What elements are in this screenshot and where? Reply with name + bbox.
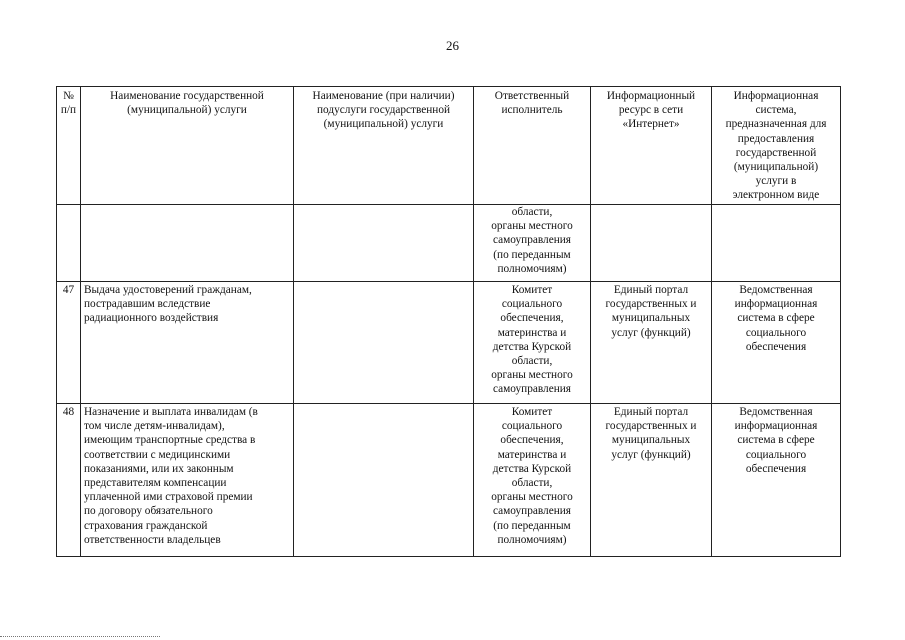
header-executor: Ответственный исполнитель <box>474 87 591 205</box>
cell-subservice <box>294 404 474 557</box>
cell-system <box>712 205 841 282</box>
table-header-row <box>57 87 841 205</box>
header-system: Информационная система, предназначенная для предоставления государственной (муниципальной) услуги в электронном виде <box>712 87 841 205</box>
header-num: № п/п <box>57 87 81 205</box>
cell-num <box>57 205 81 282</box>
header-service: Наименование государственной (муниципальной) услуги <box>81 87 294 205</box>
cell-executor: Комитет социального обеспечения, материнства и детства Курской области, органы местного самоуправления (по переданным полномочиям) <box>474 404 591 557</box>
cell-resource <box>591 205 712 282</box>
cell-subservice <box>294 205 474 282</box>
page-number: 26 <box>446 38 459 53</box>
cell-service: Назначение и выплата инвалидам (в том числе детям-инвалидам), имеющим транспортные средства в соответствии с медицинскими показаниями, или их законным представителям компенсации уплаченной ими страховой премии по договору обязательного страхования гражданской ответственности владельцев <box>81 404 294 557</box>
cell-system: Ведомственная информационная система в сфере социального обеспечения <box>712 282 841 404</box>
scan-margin-mark <box>0 632 160 637</box>
table-row <box>57 205 841 282</box>
cell-resource: Единый портал государственных и муниципальных услуг (функций) <box>591 282 712 404</box>
cell-service <box>81 205 294 282</box>
cell-executor: области, органы местного самоуправления (по переданным полномочиям) <box>474 205 591 282</box>
table-row <box>57 404 841 557</box>
table-row <box>57 282 841 404</box>
cell-resource: Единый портал государственных и муниципальных услуг (функций) <box>591 404 712 557</box>
cell-num: 48 <box>57 404 81 557</box>
header-resource: Информационный ресурс в сети «Интернет» <box>591 87 712 205</box>
cell-service: Выдача удостоверений гражданам, пострадавшим вследствие радиационного воздействия <box>81 282 294 404</box>
cell-subservice <box>294 282 474 404</box>
header-subservice: Наименование (при наличии) подуслуги государственной (муниципальной) услуги <box>294 87 474 205</box>
cell-executor: Комитет социального обеспечения, материнства и детства Курской области, органы местного самоуправления <box>474 282 591 404</box>
cell-system: Ведомственная информационная система в сфере социального обеспечения <box>712 404 841 557</box>
cell-num: 47 <box>57 282 81 404</box>
services-table <box>56 86 841 557</box>
